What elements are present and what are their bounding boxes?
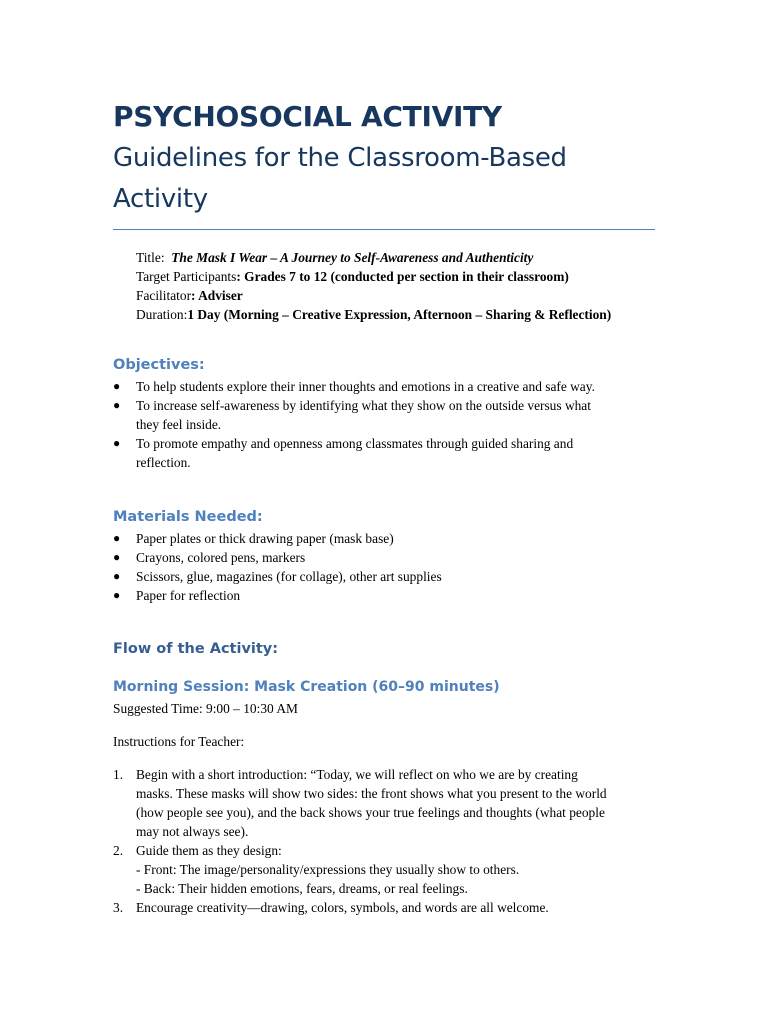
materials-heading: Materials Needed: xyxy=(113,509,263,525)
meta-facilitator-row xyxy=(136,286,655,305)
flow-heading: Flow of the Activity: xyxy=(113,641,279,657)
objective-text-line-2: reflection. xyxy=(136,455,191,470)
objectives-list xyxy=(113,377,655,472)
meta-participants-value: : Grades 7 to 12 (conducted per section in their classroom) xyxy=(236,269,569,284)
meta-participants-label: Target Participants xyxy=(136,269,237,284)
step-line: may not always see). xyxy=(136,824,249,839)
bullet-icon: ● xyxy=(113,531,121,545)
morning-session-heading: Morning Session: Mask Creation (60–90 minutes) xyxy=(113,679,500,695)
material-text: Crayons, colored pens, markers xyxy=(136,550,306,565)
materials-section xyxy=(113,507,655,605)
step-line: Begin with a short introduction: “Today, we will reflect on who we are by creating xyxy=(136,767,578,782)
document-page xyxy=(113,96,655,915)
objective-text-line-2: they feel inside. xyxy=(136,417,222,432)
activity-meta xyxy=(113,248,655,324)
objective-text: To help students explore their inner thoughts and emotions in a creative and safe way. xyxy=(136,379,595,394)
subtitle-line-2: Activity xyxy=(113,184,208,214)
meta-participants-row xyxy=(136,267,655,286)
bullet-icon: ● xyxy=(113,436,121,450)
list-item xyxy=(113,434,655,472)
document-subtitle xyxy=(113,138,655,220)
list-item xyxy=(113,396,655,434)
step-number: 3. xyxy=(113,900,124,915)
instructions-label: Instructions for Teacher: xyxy=(113,734,245,749)
meta-facilitator-value: : Adviser xyxy=(191,288,243,303)
step-number: 1. xyxy=(113,767,124,782)
objective-text-line-1: To promote empathy and openness among classmates through guided sharing and xyxy=(136,436,574,451)
list-item xyxy=(113,898,655,917)
meta-duration-label: Duration: xyxy=(136,307,188,322)
meta-title-row xyxy=(136,248,655,267)
meta-facilitator-label: Facilitator xyxy=(136,288,192,303)
bullet-icon: ● xyxy=(113,398,121,412)
flow-section xyxy=(113,639,655,659)
subtitle-line-1: Guidelines for the Classroom-Based xyxy=(113,143,567,173)
steps-wrapper xyxy=(113,765,655,917)
meta-title-label: Title: xyxy=(136,250,165,265)
morning-session-section xyxy=(113,677,655,917)
meta-duration-value: 1 Day (Morning – Creative Expression, Afternoon – Sharing & Reflection) xyxy=(187,307,612,322)
meta-title-value: The Mask I Wear – A Journey to Self-Awareness and Authenticity xyxy=(171,250,534,265)
objectives-heading: Objectives: xyxy=(113,357,205,373)
objectives-section xyxy=(113,355,655,472)
list-item xyxy=(113,567,655,586)
bullet-icon: ● xyxy=(113,550,121,564)
suggested-time: Suggested Time: 9:00 – 10:30 AM xyxy=(113,701,298,716)
materials-list xyxy=(113,529,655,605)
document-title: PSYCHOSOCIAL ACTIVITY xyxy=(113,100,502,133)
teacher-steps-list xyxy=(113,765,655,917)
bullet-icon: ● xyxy=(113,569,121,583)
list-item xyxy=(113,841,655,898)
material-text: Paper for reflection xyxy=(136,588,241,603)
step-line: (how people see you), and the back shows your true feelings and thoughts (what people xyxy=(136,805,605,820)
list-item xyxy=(113,529,655,548)
list-item xyxy=(113,765,655,841)
list-item xyxy=(113,377,655,396)
list-item xyxy=(113,548,655,567)
objective-text-line-1: To increase self-awareness by identifying what they show on the outside versus what xyxy=(136,398,591,413)
step-number: 2. xyxy=(113,843,124,858)
step-line: - Back: Their hidden emotions, fears, dreams, or real feelings. xyxy=(136,881,468,896)
title-divider xyxy=(113,229,655,230)
step-line: Guide them as they design: xyxy=(136,843,282,858)
meta-duration-row xyxy=(136,305,655,324)
material-text: Scissors, glue, magazines (for collage), other art supplies xyxy=(136,569,442,584)
step-line: Encourage creativity—drawing, colors, symbols, and words are all welcome. xyxy=(136,900,549,915)
step-line: - Front: The image/personality/expressions they usually show to others. xyxy=(136,862,520,877)
bullet-icon: ● xyxy=(113,379,121,393)
bullet-icon: ● xyxy=(113,588,121,602)
list-item xyxy=(113,586,655,605)
step-line: masks. These masks will show two sides: the front shows what you present to the world xyxy=(136,786,607,801)
material-text: Paper plates or thick drawing paper (mask base) xyxy=(136,531,394,546)
